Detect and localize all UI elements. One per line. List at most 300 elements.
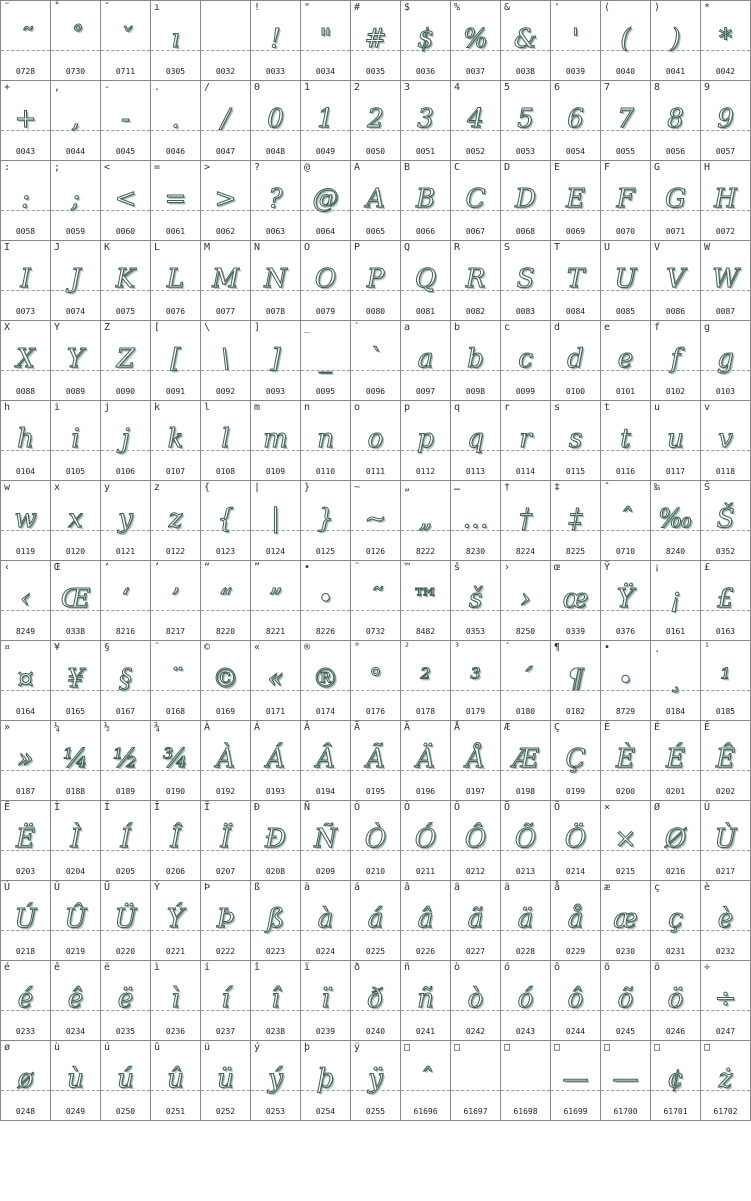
character-code: 0196: [415, 787, 436, 796]
glyph-cell: [251, 1, 301, 81]
character-label: ;: [54, 162, 61, 173]
character-code: 0206: [165, 867, 186, 876]
character-code: 0211: [415, 867, 436, 876]
character-label: è: [704, 882, 711, 893]
character-label: ¸: [654, 642, 661, 653]
character-label: *: [704, 2, 711, 13]
character-code: 0119: [15, 547, 36, 556]
character-code: 0055: [615, 147, 636, 156]
character-label: Ë: [4, 802, 11, 813]
glyph-sample: Ë: [16, 824, 35, 854]
character-code: 0041: [665, 67, 686, 76]
character-code: 0180: [515, 707, 536, 716]
character-label: ,: [54, 82, 61, 93]
character-label: q: [454, 402, 461, 413]
character-label: }: [304, 482, 311, 493]
glyph-cell: [51, 1041, 101, 1121]
character-code: 0112: [415, 467, 436, 476]
glyph-cell: [651, 1041, 701, 1121]
character-code: 0184: [665, 707, 686, 716]
glyph-sample: C: [465, 184, 486, 214]
character-code: 61696: [413, 1107, 438, 1116]
character-code: 8222: [415, 547, 436, 556]
character-code: 0095: [315, 387, 336, 396]
glyph-sample: M: [212, 264, 239, 294]
character-code: 0238: [265, 1027, 286, 1036]
character-label: X: [4, 322, 11, 333]
character-code: 0081: [415, 307, 436, 316]
glyph-cell: [501, 801, 551, 881]
character-code: 0088: [15, 387, 36, 396]
character-label: N: [254, 242, 261, 253]
character-label: ]: [254, 322, 261, 333]
character-label: Ð: [254, 802, 261, 813]
glyph-sample: ñ: [417, 984, 434, 1014]
glyph-cell: [151, 721, 201, 801]
glyph-sample: ë: [117, 984, 134, 1014]
character-code: 0048: [265, 147, 286, 156]
glyph-cell: [251, 241, 301, 321]
glyph-sample: R: [465, 264, 486, 294]
character-code: 8249: [15, 627, 36, 636]
character-label: C: [454, 162, 461, 173]
character-code: 0104: [15, 467, 36, 476]
glyph-cell: [1, 161, 51, 241]
character-label: ´: [504, 642, 511, 653]
glyph-cell: [301, 721, 351, 801]
character-code: 0084: [565, 307, 586, 316]
character-code: 0064: [315, 227, 336, 236]
glyph-sample: O: [314, 264, 337, 294]
glyph-cell: [301, 321, 351, 401]
glyph-cell: [701, 1041, 751, 1121]
glyph-cell: [51, 881, 101, 961]
glyph-cell: [651, 961, 701, 1041]
glyph-cell: [701, 241, 751, 321]
glyph-sample: [201, 19, 250, 59]
character-label: d: [554, 322, 561, 333]
glyph-cell: [401, 321, 451, 401]
glyph-cell: [401, 241, 451, 321]
glyph-cell: [251, 321, 301, 401]
glyph-cell: [551, 881, 601, 961]
character-code: 0353: [465, 627, 486, 636]
character-code: 0038: [515, 67, 536, 76]
glyph-cell: [501, 1, 551, 81]
glyph-sample: ö: [667, 984, 684, 1014]
character-code: 0224: [315, 947, 336, 956]
character-label: ˜: [4, 2, 11, 13]
glyph-cell: [401, 1, 451, 81]
glyph-sample: ’: [171, 584, 180, 614]
glyph-sample: a: [417, 344, 434, 374]
character-label: À: [204, 722, 211, 733]
glyph-cell: [201, 641, 251, 721]
character-code: 0214: [565, 867, 586, 876]
character-code: 0207: [215, 867, 236, 876]
glyph-cell: [101, 1, 151, 81]
character-code: 0189: [115, 787, 136, 796]
character-code: 0217: [715, 867, 736, 876]
character-label: =: [154, 162, 161, 173]
glyph-cell: [101, 641, 151, 721]
character-label: e: [604, 322, 611, 333]
glyph-cell: [51, 161, 101, 241]
character-code: 0239: [315, 1027, 336, 1036]
glyph-sample: ô: [567, 984, 584, 1014]
character-label: £: [704, 562, 711, 573]
character-code: 0163: [715, 627, 736, 636]
glyph-sample: ¹: [720, 664, 731, 694]
glyph-cell: [651, 881, 701, 961]
character-label: F: [604, 162, 611, 173]
character-code: 61700: [613, 1107, 638, 1116]
character-code: 0059: [65, 227, 86, 236]
glyph-cell: [251, 801, 301, 881]
character-label: f: [654, 322, 661, 333]
character-code: 0229: [565, 947, 586, 956]
character-label: W: [704, 242, 711, 253]
glyph-sample: §: [119, 664, 132, 694]
glyph-cell: [701, 401, 751, 481]
glyph-cell: [601, 401, 651, 481]
character-label: Å: [454, 722, 461, 733]
character-code: 0077: [215, 307, 236, 316]
glyph-sample: ¶: [567, 664, 584, 694]
glyph-cell: [251, 641, 301, 721]
character-label: Ù: [704, 802, 711, 813]
glyph-cell: [351, 241, 401, 321]
glyph-sample: ¥: [67, 664, 84, 694]
character-label: □: [504, 1042, 511, 1053]
glyph-sample: ¡: [670, 584, 681, 614]
glyph-cell: [701, 321, 751, 401]
character-code: 0036: [415, 67, 436, 76]
glyph-sample: Ê: [716, 744, 735, 774]
glyph-sample: v: [718, 424, 733, 454]
glyph-sample: î: [271, 984, 280, 1014]
character-code: 0057: [715, 147, 736, 156]
character-label: ø: [4, 1042, 11, 1053]
glyph-sample: Ó: [414, 824, 437, 854]
glyph-cell: [201, 881, 251, 961]
character-code: 0225: [365, 947, 386, 956]
character-label: 1: [304, 82, 311, 93]
glyph-sample: 1: [317, 104, 334, 134]
character-label: ã: [454, 882, 461, 893]
glyph-sample: |: [271, 504, 280, 534]
glyph-sample: ä: [517, 904, 534, 934]
character-label: g: [704, 322, 711, 333]
glyph-sample: z: [168, 504, 183, 534]
character-label: î: [254, 962, 261, 973]
glyph-sample: û: [167, 1064, 184, 1094]
character-code: 0092: [215, 387, 236, 396]
character-code: 0254: [315, 1107, 336, 1116]
character-label: ö: [654, 962, 661, 973]
glyph-sample: !: [270, 24, 281, 54]
glyph-cell: [201, 81, 251, 161]
glyph-sample: Ü: [114, 904, 137, 934]
glyph-cell: [51, 561, 101, 641]
character-label: G: [654, 162, 661, 173]
glyph-cell: [601, 161, 651, 241]
character-label: ¾: [154, 722, 161, 733]
glyph-cell: [151, 321, 201, 401]
glyph-cell: [501, 481, 551, 561]
character-label: T: [554, 242, 561, 253]
character-code: 0200: [615, 787, 636, 796]
character-code: 0046: [165, 147, 186, 156]
glyph-sample: «: [267, 664, 284, 694]
glyph-sample: x: [68, 504, 83, 534]
character-label: 7: [604, 82, 611, 93]
glyph-cell: [51, 321, 101, 401]
character-code: 0202: [715, 787, 736, 796]
glyph-sample: ˆ: [419, 1064, 432, 1094]
character-code: 0045: [115, 147, 136, 156]
glyph-sample: d: [567, 344, 584, 374]
glyph-cell: [601, 721, 651, 801]
glyph-sample: Ï: [220, 824, 231, 854]
character-label: š: [454, 562, 461, 573]
character-label: à: [304, 882, 311, 893]
character-label: □: [554, 1042, 561, 1053]
character-label: B: [404, 162, 411, 173]
glyph-cell: [451, 801, 501, 881]
character-code: 0090: [115, 387, 136, 396]
glyph-sample: ü: [217, 1064, 234, 1094]
glyph-sample: õ: [617, 984, 634, 1014]
glyph-sample: 7: [617, 104, 634, 134]
character-code: 0047: [215, 147, 236, 156]
character-code: 0053: [515, 147, 536, 156]
glyph-cell: [551, 161, 601, 241]
character-code: 0068: [515, 227, 536, 236]
character-label: □: [604, 1042, 611, 1053]
character-code: 0103: [715, 387, 736, 396]
glyph-cell: [401, 801, 451, 881]
glyph-sample: °: [369, 664, 382, 694]
character-code: 0255: [365, 1107, 386, 1116]
glyph-cell: [651, 81, 701, 161]
glyph-sample: Í: [120, 824, 131, 854]
glyph-sample: y: [118, 504, 133, 534]
glyph-sample: ¤: [17, 664, 34, 694]
character-code: 0711: [115, 67, 136, 76]
glyph-sample: #: [364, 24, 387, 54]
character-code: 0245: [615, 1027, 636, 1036]
glyph-cell: [451, 321, 501, 401]
character-label: ): [654, 2, 661, 13]
character-code: 0226: [415, 947, 436, 956]
glyph-sample: Þ: [216, 904, 235, 934]
character-label: …: [454, 482, 461, 493]
glyph-sample: n: [317, 424, 334, 454]
character-label: b: [454, 322, 461, 333]
glyph-sample: h: [17, 424, 34, 454]
character-code: 0075: [115, 307, 136, 316]
character-code: 0049: [315, 147, 336, 156]
character-code: 0108: [215, 467, 236, 476]
glyph-sample: 3: [417, 104, 434, 134]
glyph-cell: [251, 401, 301, 481]
character-label: â: [404, 882, 411, 893]
character-code: 0082: [465, 307, 486, 316]
character-label: ©: [204, 642, 211, 653]
character-label: ð: [354, 962, 361, 973]
character-code: 0080: [365, 307, 386, 316]
glyph-cell: [401, 961, 451, 1041]
character-label: ›: [504, 562, 511, 573]
glyph-sample: p: [417, 424, 434, 454]
glyph-cell: [351, 881, 401, 961]
glyph-sample: =: [164, 184, 187, 214]
character-code: 0052: [465, 147, 486, 156]
character-label: a: [404, 322, 411, 333]
character-label: S: [504, 242, 511, 253]
character-label: E: [554, 162, 561, 173]
character-code: 0106: [115, 467, 136, 476]
character-code: 8250: [515, 627, 536, 636]
character-code: 0216: [665, 867, 686, 876]
character-code: 0240: [365, 1027, 386, 1036]
character-code: 0728: [15, 67, 36, 76]
character-code: 61701: [663, 1107, 688, 1116]
character-label: Ø: [654, 802, 661, 813]
glyph-sample: ż: [718, 1064, 733, 1094]
character-code: 0251: [165, 1107, 186, 1116]
character-label: ü: [204, 1042, 211, 1053]
character-label: Ò: [354, 802, 361, 813]
character-label: R: [454, 242, 461, 253]
character-code: 0203: [15, 867, 36, 876]
glyph-cell: [451, 161, 501, 241]
glyph-sample: Ì: [70, 824, 81, 854]
character-label: ²: [404, 642, 411, 653]
glyph-sample: ˇ: [119, 24, 132, 54]
glyph-cell: [301, 81, 351, 161]
glyph-sample: $: [417, 24, 434, 54]
glyph-cell: [151, 81, 201, 161]
glyph-cell: [1, 961, 51, 1041]
character-code: 0205: [115, 867, 136, 876]
glyph-sample: .: [171, 104, 180, 134]
character-code: 0043: [15, 147, 36, 156]
character-code: 0212: [465, 867, 486, 876]
character-code: 0242: [465, 1027, 486, 1036]
glyph-sample: 4: [467, 104, 484, 134]
glyph-cell: [151, 241, 201, 321]
glyph-sample: š: [468, 584, 483, 614]
character-code: 8729: [615, 707, 636, 716]
glyph-sample: Û: [64, 904, 87, 934]
glyph-cell: [251, 1041, 301, 1121]
character-label: á: [354, 882, 361, 893]
glyph-cell: [651, 721, 701, 801]
character-label: É: [654, 722, 661, 733]
character-code: 61699: [563, 1107, 588, 1116]
glyph-sample: ‡: [569, 504, 582, 534]
glyph-cell: [501, 81, 551, 161]
character-label: ”: [254, 562, 261, 573]
character-label: ‘: [104, 562, 111, 573]
character-code: 0250: [115, 1107, 136, 1116]
character-label: ú: [104, 1042, 111, 1053]
character-code: 0252: [215, 1107, 236, 1116]
character-label: t: [604, 402, 611, 413]
glyph-cell: [51, 481, 101, 561]
character-label: L: [154, 242, 161, 253]
glyph-sample: ›: [520, 584, 531, 614]
character-label: P: [354, 242, 361, 253]
character-code: 0249: [65, 1107, 86, 1116]
glyph-cell: [51, 241, 101, 321]
character-label: □: [454, 1042, 461, 1053]
glyph-cell: [451, 961, 501, 1041]
glyph-cell: [351, 1, 401, 81]
glyph-cell: [51, 401, 101, 481]
glyph-sample: å: [567, 904, 584, 934]
character-label: Ì: [54, 802, 61, 813]
glyph-sample: G: [665, 184, 686, 214]
glyph-sample: J: [70, 264, 81, 294]
glyph-sample: ‘: [121, 584, 130, 614]
character-label: Ê: [704, 722, 711, 733]
glyph-cell: [451, 1, 501, 81]
glyph-sample: ú: [117, 1064, 134, 1094]
glyph-sample: E: [566, 184, 585, 214]
glyph-sample: ;: [71, 184, 80, 214]
character-label: ˆ: [604, 482, 611, 493]
glyph-cell: [651, 561, 701, 641]
glyph-cell: [401, 401, 451, 481]
glyph-cell: [51, 641, 101, 721]
character-label: h: [4, 402, 11, 413]
character-code: 0220: [115, 947, 136, 956]
glyph-cell: [351, 161, 401, 241]
glyph-cell: [1, 81, 51, 161]
character-code: 0126: [365, 547, 386, 556]
character-code: 8226: [315, 627, 336, 636]
glyph-sample: 2: [367, 104, 384, 134]
glyph-sample: „: [418, 504, 433, 534]
glyph-cell: [601, 81, 651, 161]
character-code: 0117: [665, 467, 686, 476]
glyph-sample: è: [717, 904, 734, 934]
glyph-sample: •: [317, 584, 334, 614]
glyph-sample: ‰: [658, 504, 693, 534]
character-label: Ö: [554, 802, 561, 813]
character-label: ı: [154, 2, 161, 13]
character-code: 0194: [315, 787, 336, 796]
character-label: Ÿ: [604, 562, 611, 573]
glyph-sample: A: [366, 184, 385, 214]
glyph-sample: `: [369, 344, 382, 374]
character-label: Ô: [454, 802, 461, 813]
glyph-cell: [401, 721, 451, 801]
glyph-cell: [201, 961, 251, 1041]
character-label: Á: [254, 722, 261, 733]
glyph-sample: @: [312, 184, 339, 214]
glyph-sample: Œ: [60, 584, 91, 614]
glyph-cell: [601, 1041, 651, 1121]
glyph-sample: ÿ: [368, 1064, 383, 1094]
character-label: □: [654, 1042, 661, 1053]
character-label: Ü: [104, 882, 111, 893]
glyph-sample: I: [20, 264, 31, 294]
glyph-sample: ): [670, 24, 681, 54]
